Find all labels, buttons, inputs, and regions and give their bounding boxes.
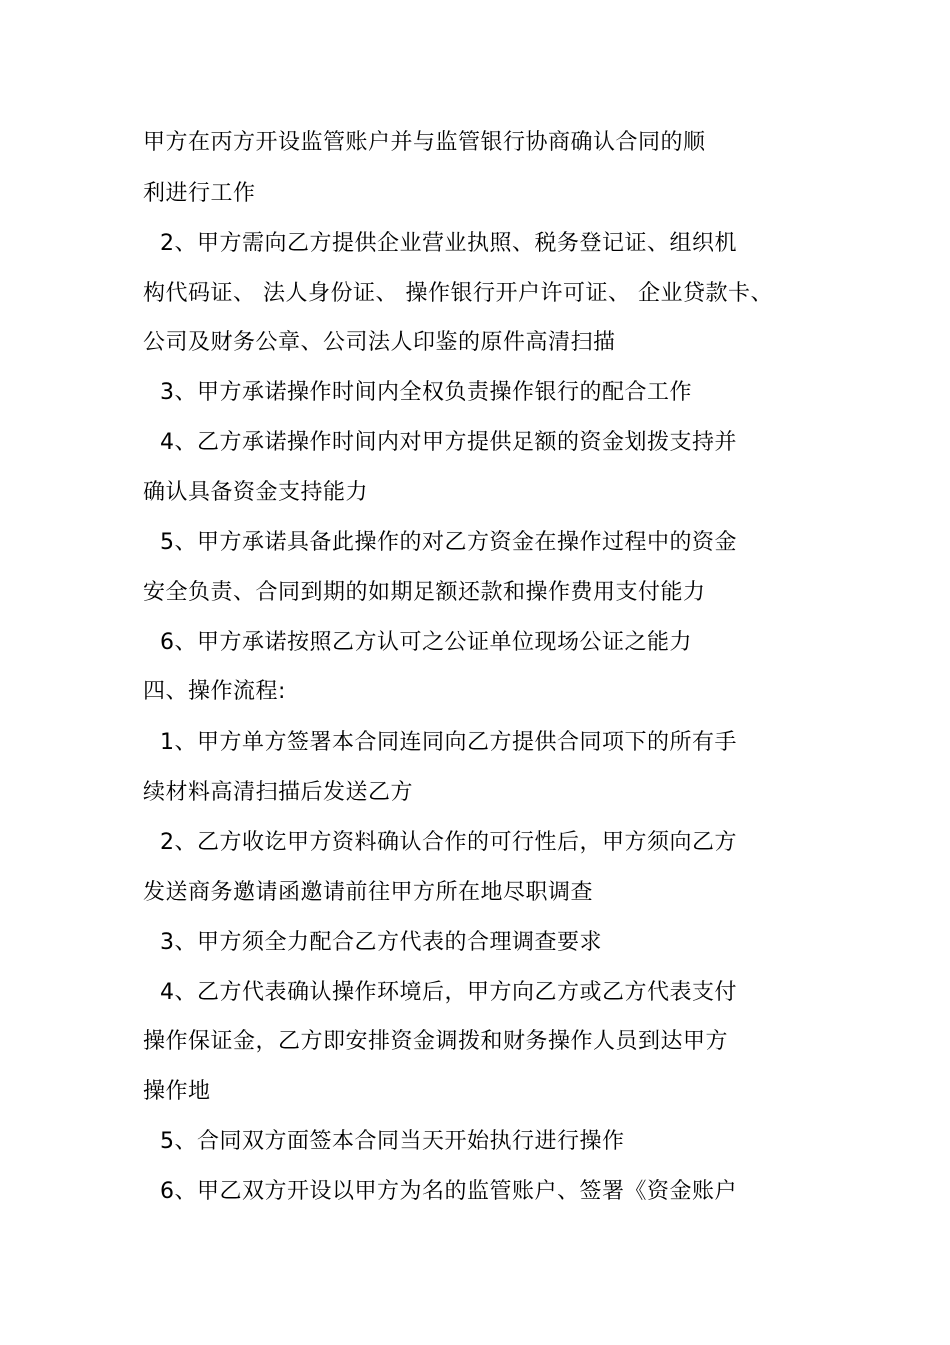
- text-line: 构代码证、 法人身份证、 操作银行开户许可证、 企业贷款卡、: [143, 281, 773, 306]
- section-heading: 四、操作流程:: [143, 679, 286, 704]
- text-line: 利进行工作: [143, 181, 256, 206]
- text-line: 续材料高清扫描后发送乙方: [143, 780, 414, 805]
- text-line: 6、甲方承诺按照乙方认可之公证单位现场公证之能力: [160, 630, 692, 655]
- text-line: 公司及财务公章、公司法人印鉴的原件高清扫描: [143, 330, 616, 355]
- text-line: 2、甲方需向乙方提供企业营业执照、税务登记证、组织机: [160, 231, 737, 256]
- text-line: 1、甲方单方签署本合同连同向乙方提供合同项下的所有手: [160, 730, 737, 755]
- text-line: 操作地: [143, 1079, 211, 1104]
- text-line: 4、乙方承诺操作时间内对甲方提供足额的资金划拨支持并: [160, 430, 737, 455]
- text-line: 确认具备资金支持能力: [143, 480, 369, 505]
- text-line: 甲方在丙方开设监管账户并与监管银行协商确认合同的顺: [143, 130, 706, 155]
- text-line: 5、合同双方面签本合同当天开始执行进行操作: [160, 1129, 625, 1154]
- text-line: 2、乙方收讫甲方资料确认合作的可行性后，甲方须向乙方: [160, 830, 737, 855]
- text-line: 操作保证金，乙方即安排资金调拨和财务操作人员到达甲方: [143, 1029, 729, 1054]
- text-line: 5、甲方承诺具备此操作的对乙方资金在操作过程中的资金: [160, 530, 737, 555]
- text-line: 3、甲方承诺操作时间内全权负责操作银行的配合工作: [160, 380, 692, 405]
- text-line: 3、甲方须全力配合乙方代表的合理调查要求: [160, 930, 602, 955]
- text-line: 安全负责、合同到期的如期足额还款和操作费用支付能力: [143, 580, 706, 605]
- text-line: 4、乙方代表确认操作环境后，甲方向乙方或乙方代表支付: [160, 980, 737, 1005]
- text-line: 发送商务邀请函邀请前往甲方所在地尽职调查: [143, 880, 594, 905]
- text-line: 6、甲乙双方开设以甲方为名的监管账户、签署《资金账户: [160, 1179, 737, 1204]
